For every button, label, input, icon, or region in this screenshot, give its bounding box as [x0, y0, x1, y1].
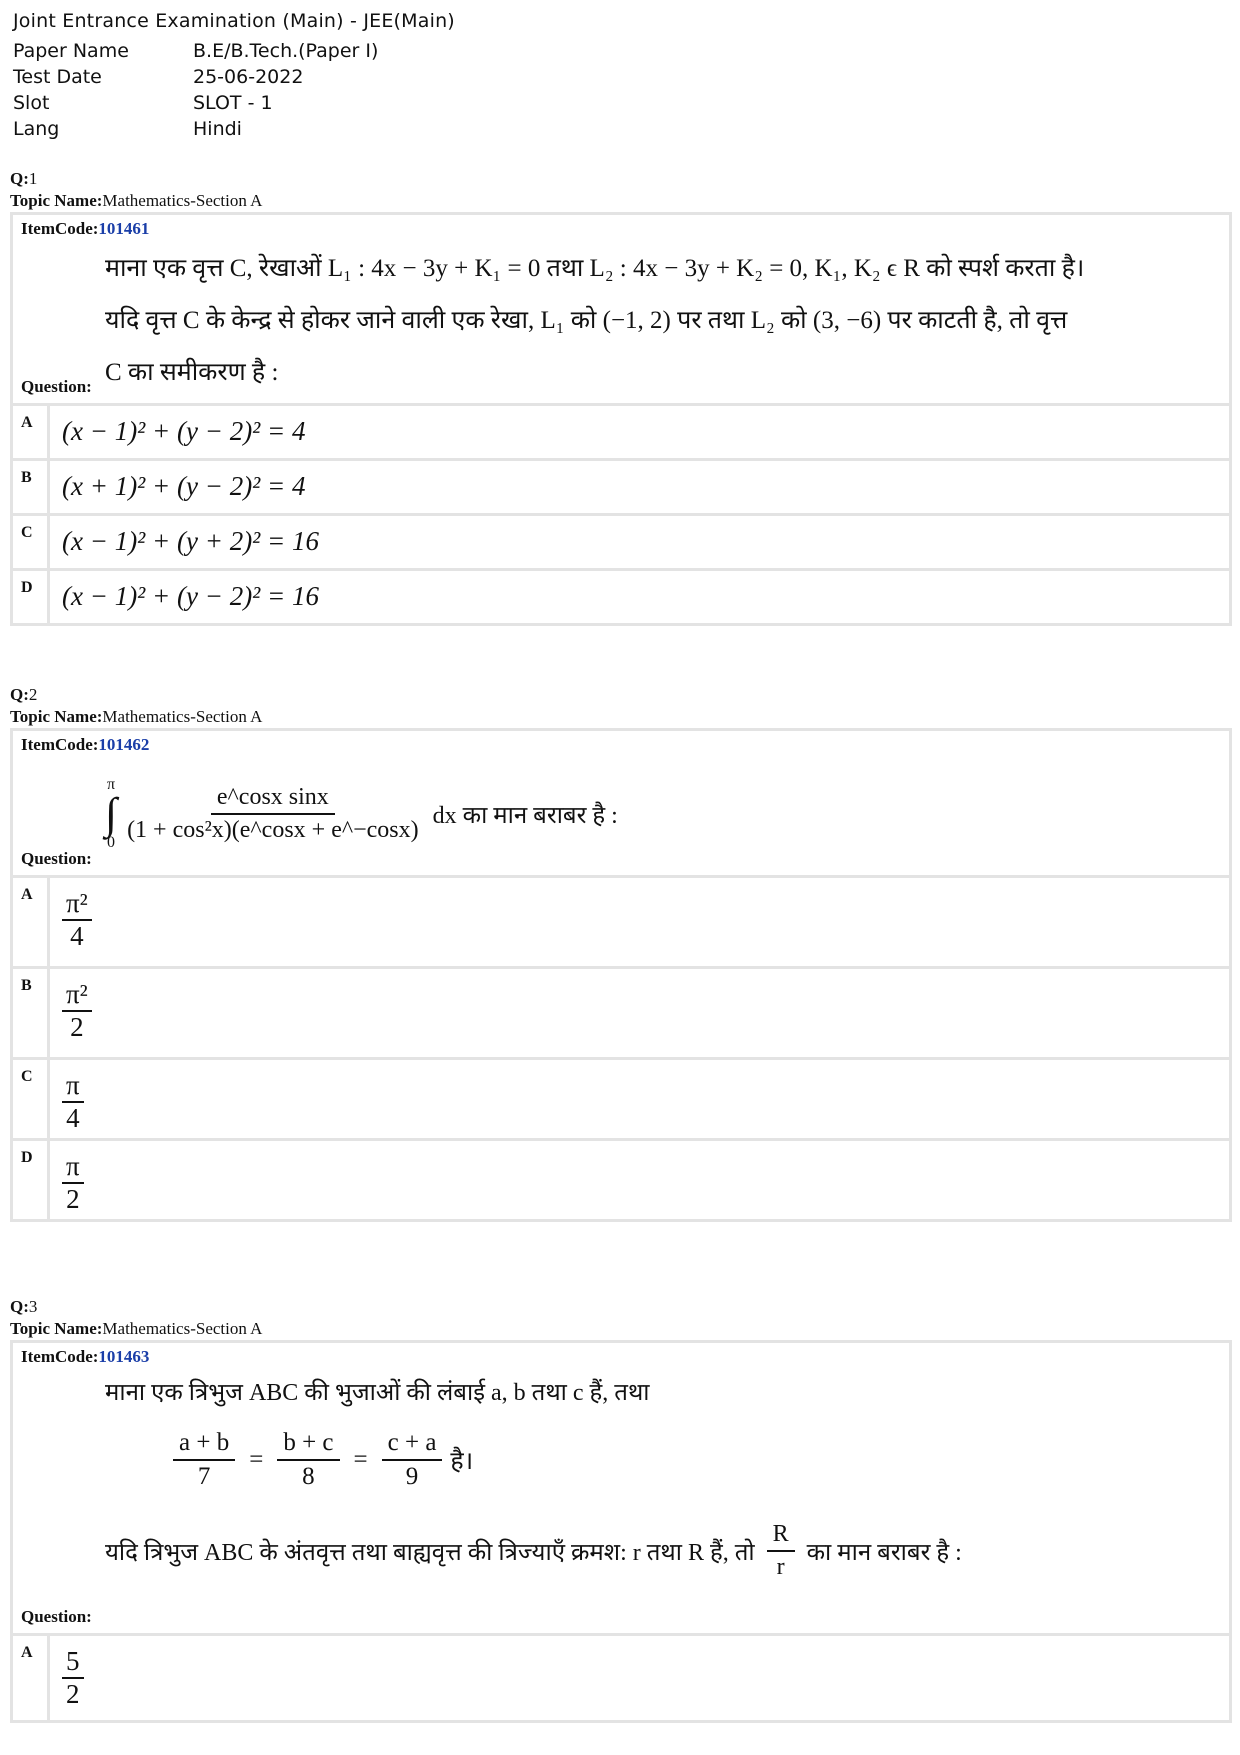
meta-value: SLOT - 1: [193, 92, 273, 114]
meta-key: Paper Name: [13, 40, 129, 62]
topic-name: Topic Name:Mathematics-Section A: [10, 1319, 263, 1338]
option-letter: B: [13, 461, 50, 513]
option-letter: D: [13, 571, 50, 623]
meta-row: [13, 64, 455, 90]
question-tag: Question:: [21, 1607, 92, 1626]
option-text: $\frac{5}{2}$: [50, 1636, 1229, 1720]
question-1-block: [10, 168, 1232, 626]
question-text: [13, 243, 1229, 399]
question-3-block: [10, 1296, 1232, 1723]
option-text: $\frac{\text{π²}}{2}$: [50, 969, 1229, 1057]
option-letter: A: [13, 1636, 50, 1720]
question-2-block: [10, 684, 1232, 1222]
question-box: [10, 1340, 1232, 1723]
question-number: Q:2: [10, 685, 38, 704]
question-body: [13, 1371, 1229, 1633]
option-text: (x − 1)² + (y − 2)² = 4: [62, 416, 306, 446]
option-text: $\frac{\pi}{4}$: [50, 1060, 1229, 1138]
option-a[interactable]: [13, 1633, 1229, 1720]
question-box: [10, 728, 1232, 1222]
meta-row: [13, 90, 455, 116]
meta-value: B.E/B.Tech.(Paper I): [193, 40, 379, 62]
ratio-expression: $\frac{a + b}{7}$ = $\frac{b + c}{8}$ = $\frac{c + a}{9}$ है।: [13, 1429, 1229, 1491]
question-line: C का समीकरण है :: [105, 359, 279, 386]
option-a[interactable]: [13, 403, 1229, 458]
integral-tail: dx का मान बराबर है :: [432, 802, 618, 829]
itemcode: ItemCode:101463: [21, 1347, 150, 1366]
question-line: यदि वृत्त C के केन्द्र से होकर जाने वाली एक रेखा, L₁ को (−1, 2) पर तथा L₂ को (3, −6) पर काटती है, तो वृत्त: [105, 307, 1068, 334]
meta-row: [13, 38, 455, 64]
meta-key: Lang: [13, 118, 60, 140]
question-number: Q:1: [10, 169, 38, 188]
option-text: (x − 1)² + (y + 2)² = 16: [62, 526, 320, 556]
integrand-fraction: [127, 784, 419, 844]
itemcode: ItemCode:101461: [21, 219, 150, 238]
question-box: [10, 212, 1232, 626]
itemcode: ItemCode:101462: [21, 735, 150, 754]
option-text: (x + 1)² + (y − 2)² = 4: [62, 471, 306, 501]
option-c[interactable]: [13, 513, 1229, 568]
meta-key: Test Date: [13, 66, 102, 88]
meta-value: 25-06-2022: [193, 66, 304, 88]
option-a[interactable]: [13, 875, 1229, 966]
option-letter: C: [13, 1060, 50, 1138]
meta-key: Slot: [13, 92, 50, 114]
question-text: माना एक त्रिभुज ABC की भुजाओं की लंबाई a, b तथा c हैं, तथा: [105, 1380, 650, 1406]
question-tag: Question:: [21, 377, 92, 396]
meta-value: Hindi: [193, 118, 242, 140]
question-number: Q:3: [10, 1297, 38, 1316]
integral-lower-limit: 0: [107, 834, 116, 851]
topic-name: Topic Name:Mathematics-Section A: [10, 191, 263, 210]
option-c[interactable]: [13, 1057, 1229, 1138]
topic-name: Topic Name:Mathematics-Section A: [10, 707, 263, 726]
integrand-numerator: e^cosx sinx: [211, 784, 335, 815]
question-body: [13, 243, 1229, 403]
integrand-denominator: (1 + cos²x)(e^cosx + e^−cosx): [127, 817, 419, 843]
option-letter: B: [13, 969, 50, 1057]
option-b[interactable]: [13, 458, 1229, 513]
option-letter: A: [13, 878, 50, 966]
option-text: (x − 1)² + (y − 2)² = 16: [62, 581, 320, 611]
option-text: $\frac{\text{π²}}{4}$: [50, 878, 1229, 966]
option-d[interactable]: [13, 1138, 1229, 1219]
question-tag: Question:: [21, 849, 92, 868]
question-line: यदि त्रिभुज ABC के अंतवृत्त तथा बाह्यवृत्त की त्रिज्याएँ क्रमश: r तथा R हैं, तो $\frac{R}{r}$ का मान बराबर है :: [105, 1521, 962, 1580]
exam-title: Joint Entrance Examination (Main) - JEE(Main): [13, 10, 455, 32]
option-d[interactable]: [13, 568, 1229, 623]
integral-sign: π ∫ 0: [105, 776, 118, 851]
option-letter: C: [13, 516, 50, 568]
question-body: [13, 759, 1229, 875]
option-letter: A: [13, 406, 50, 458]
question-line: माना एक वृत्त C, रेखाओं L₁ : 4x − 3y + K₁ = 0 तथा L₂ : 4x − 3y + K₂ = 0, K₁, K₂ ϵ R को स्पर्श करता है।: [105, 255, 1085, 282]
meta-row: [13, 116, 455, 142]
integral-expression: [13, 759, 1229, 869]
integral-upper-limit: π: [106, 776, 116, 793]
option-text: $\frac{\pi}{2}$: [50, 1141, 1229, 1219]
option-b[interactable]: [13, 966, 1229, 1057]
option-letter: D: [13, 1141, 50, 1219]
exam-header: [13, 10, 455, 142]
